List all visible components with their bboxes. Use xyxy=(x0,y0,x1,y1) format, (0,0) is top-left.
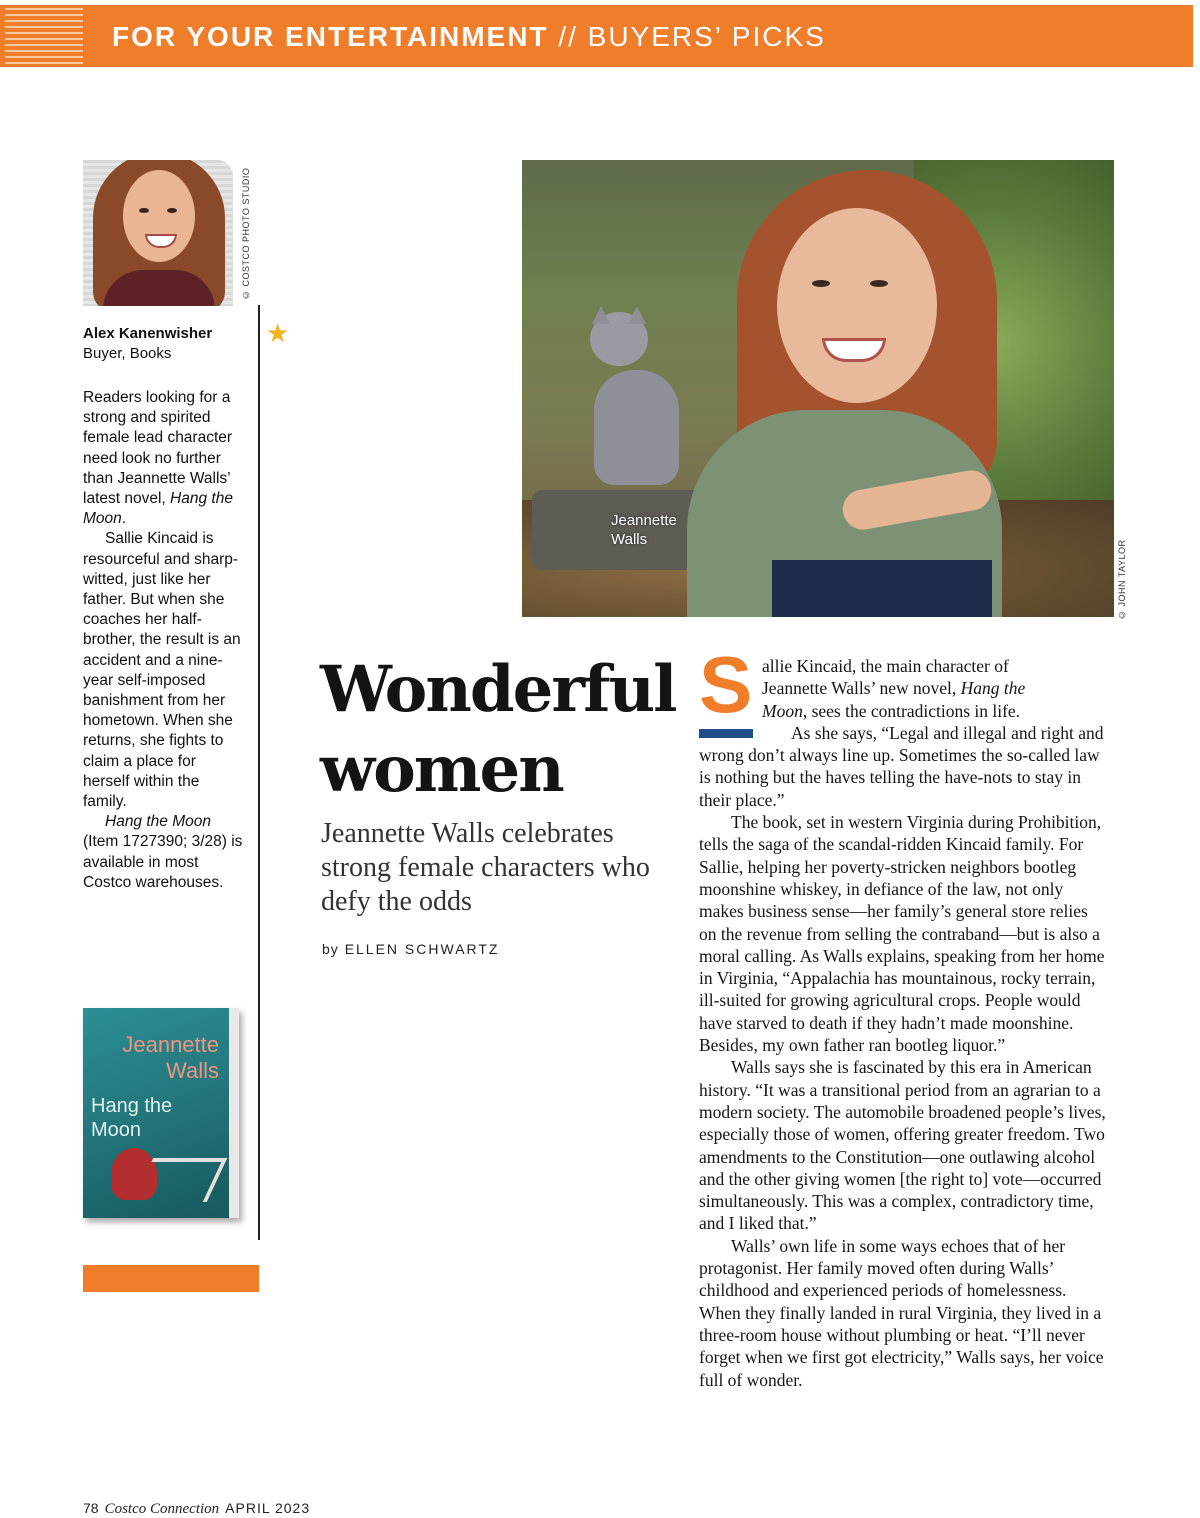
publication-name: Costco Connection xyxy=(104,1501,220,1517)
review-text: Readers looking for a strong and spirited female lead character need look no further than Jeannette Walls’ latest novel, xyxy=(83,389,233,508)
headline-line: women xyxy=(320,732,563,807)
review-paragraph: Sallie Kincaid is resourceful and sharp-witted, just like her father. But when she coaches her half-brother, the result is an accident and a nine-year self-imposed banishment from her hometown. When she returns, she fights to claim a place for herself within the family. xyxy=(83,530,241,811)
drop-cap: S xyxy=(699,640,753,729)
body-text: Jeannette Walls’ new novel, Hang the xyxy=(762,678,1026,699)
buyer-title: Buyer, Books xyxy=(83,345,172,362)
book-title-ref: Hang the Moon xyxy=(105,813,211,831)
book-cover-title: Hang the Moon xyxy=(91,1095,173,1141)
body-paragraph: Walls says she is fascinated by this era in American history. “It was a transitional period from an agrarian to a modern society. The automobile broadened people’s lives, especially those of women, offering greater freedom. Two amendments to the Constitution—one outlawing alcohol and the other giving women [the right to] vote—occurred simultaneously. This was a complex, contradictory time, and I liked that.” xyxy=(699,1057,1106,1234)
sidebar-accent-bar xyxy=(83,1265,259,1292)
review-paragraph xyxy=(83,812,243,893)
byline-author: ELLEN SCHWARTZ xyxy=(344,941,500,957)
page-number: 78 xyxy=(83,1500,99,1516)
book-cover-author: Jeannette Walls xyxy=(122,1032,219,1083)
review-paragraph xyxy=(83,388,243,529)
article-body xyxy=(699,655,1109,1391)
body-text: allie Kincaid, the main character of xyxy=(762,656,1009,676)
photo-caption: Jeannette Walls xyxy=(611,512,677,548)
book-title-ref: Hang the Moon xyxy=(83,490,233,528)
body-paragraph xyxy=(699,655,1109,722)
banner-separator: // xyxy=(548,21,588,52)
headline-line: Wonderful xyxy=(320,652,676,727)
sidebar-divider xyxy=(258,305,260,1240)
book-cover-image xyxy=(83,1008,239,1218)
review-text: . xyxy=(121,510,127,528)
banner-subsection: BUYERS’ PICKS xyxy=(587,21,826,52)
buyer-photo-credit: © COSTCO PHOTO STUDIO xyxy=(241,167,251,300)
page-footer xyxy=(83,1500,310,1518)
article-byline xyxy=(322,941,500,957)
buyer-name: Alex Kanenwisher xyxy=(83,325,213,342)
banner-title xyxy=(112,21,826,53)
banner-section: FOR YOUR ENTERTAINMENT xyxy=(112,21,549,52)
section-banner xyxy=(0,5,1193,67)
author-photo-credit: © JOHN TAYLOR xyxy=(1117,539,1127,620)
buyer-portrait xyxy=(83,160,233,306)
article-headline xyxy=(320,650,690,810)
byline-prefix: by xyxy=(322,941,339,957)
book-title-ref: Hang the xyxy=(960,678,1026,699)
article-deck: Jeannette Walls celebrates strong female characters who defy the odds xyxy=(321,818,650,917)
body-text: Moon, sees the contradictions in life. xyxy=(762,700,1021,721)
buyer-review xyxy=(83,388,243,893)
body-paragraph: As she says, “Legal and illegal and right and wrong don’t always line up. Sometimes the so-called law is nothing but the haves telling the have-nots to stay in their place.” xyxy=(699,722,1104,810)
star-icon: ★ xyxy=(266,318,290,348)
banner-stripes-decoration xyxy=(5,8,83,64)
body-paragraph: Walls’ own life in some ways echoes that of her protagonist. Her family moved often during Walls’ childhood and experienced periods of homelessness. When they finally landed in rural Virginia, they lived in a three-room house without plumbing or heat. “I’ll never forget when we first got electricity,” Walls says, her voice full of wonder. xyxy=(699,1235,1104,1390)
issue-date: APRIL 2023 xyxy=(225,1500,311,1516)
body-paragraph: The book, set in western Virginia during Prohibition, tells the saga of the scandal-ridden Kincaid family. For Sallie, helping her poverty-stricken neighbors bootleg moonshine whiskey, in defiance of the law, not only makes business sense—her family’s general store relies on the revenue from selling the contraband—but is also a moral calling. As Walls explains, speaking from her home in Virginia, “Appalachia has mountainous, rocky terrain, ill-suited for growing agricultural crops. People would have starved to death if they hadn’t made moonshine. Besides, my own father ran bootleg liquor.” xyxy=(699,812,1105,1056)
review-text: (Item 1727390; 3/28) is available in most Costco warehouses. xyxy=(83,833,243,891)
book-title-ref: Moon xyxy=(762,700,803,721)
